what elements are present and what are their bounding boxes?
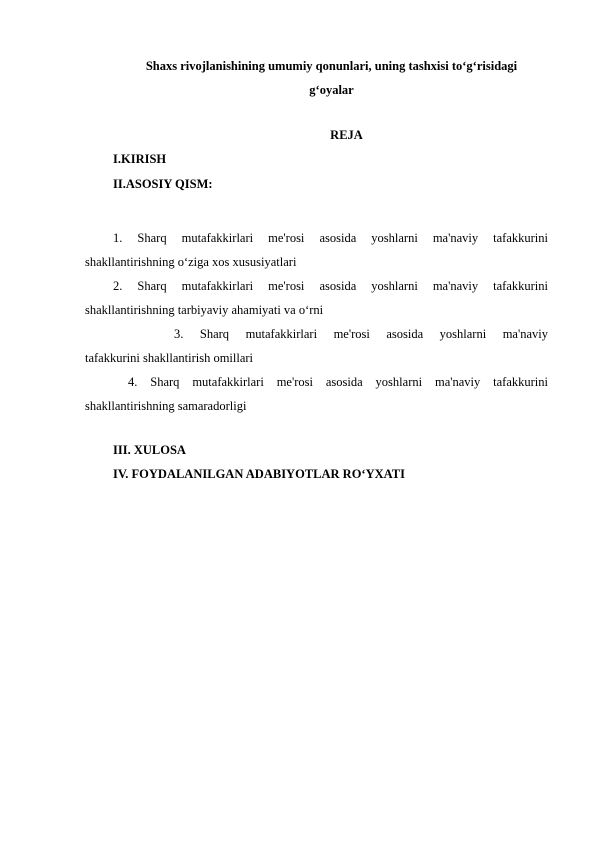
plan-heading: REJA bbox=[330, 128, 363, 142]
section-main-part: II.ASOSIY QISM: bbox=[113, 177, 213, 191]
plan-item-3-line-1: 3. Sharq mutafakkirlari me'rosi asosida yoshlarni ma'naviy bbox=[174, 327, 548, 341]
plan-item-2-line-1: 2. Sharq mutafakkirlari me'rosi asosida yoshlarni ma'naviy tafakkurini bbox=[113, 279, 548, 293]
title-line-1: Shaxs rivojlanishining umumiy qonunlari, uning tashxisi to‘g‘risidagi bbox=[145, 59, 518, 73]
plan-item-3 bbox=[85, 322, 548, 370]
plan-item-1 bbox=[85, 226, 548, 274]
plan-item-4-line-1: 4. Sharq mutafakkirlari me'rosi asosida yoshlarni ma'naviy tafakkurini bbox=[128, 375, 548, 389]
document-title bbox=[85, 54, 548, 102]
plan-item-2-line-2: shakllantirishning tarbiyaviy ahamiyati va o‘rni bbox=[85, 303, 324, 317]
section-intro: I.KIRISH bbox=[113, 152, 167, 166]
title-line-2: g‘oyalar bbox=[309, 83, 354, 97]
plan-item-1-line-1: 1. Sharq mutafakkirlari me'rosi asosida yoshlarni ma'naviy tafakkurini bbox=[113, 231, 548, 245]
plan-item-4-line-2: shakllantirishning samaradorligi bbox=[85, 399, 247, 413]
plan-item-3-line-2: tafakkurini shakllantirish omillari bbox=[85, 351, 254, 365]
plan-item-4 bbox=[85, 370, 548, 418]
plan-item-1-line-2: shakllantirishning o‘ziga xos xususiyatlari bbox=[85, 255, 297, 269]
section-references: IV. FOYDALANILGAN ADABIYOTLAR RO‘YXATI bbox=[113, 467, 405, 481]
plan-item-2 bbox=[85, 274, 548, 322]
section-conclusion: III. XULOSA bbox=[113, 443, 186, 457]
